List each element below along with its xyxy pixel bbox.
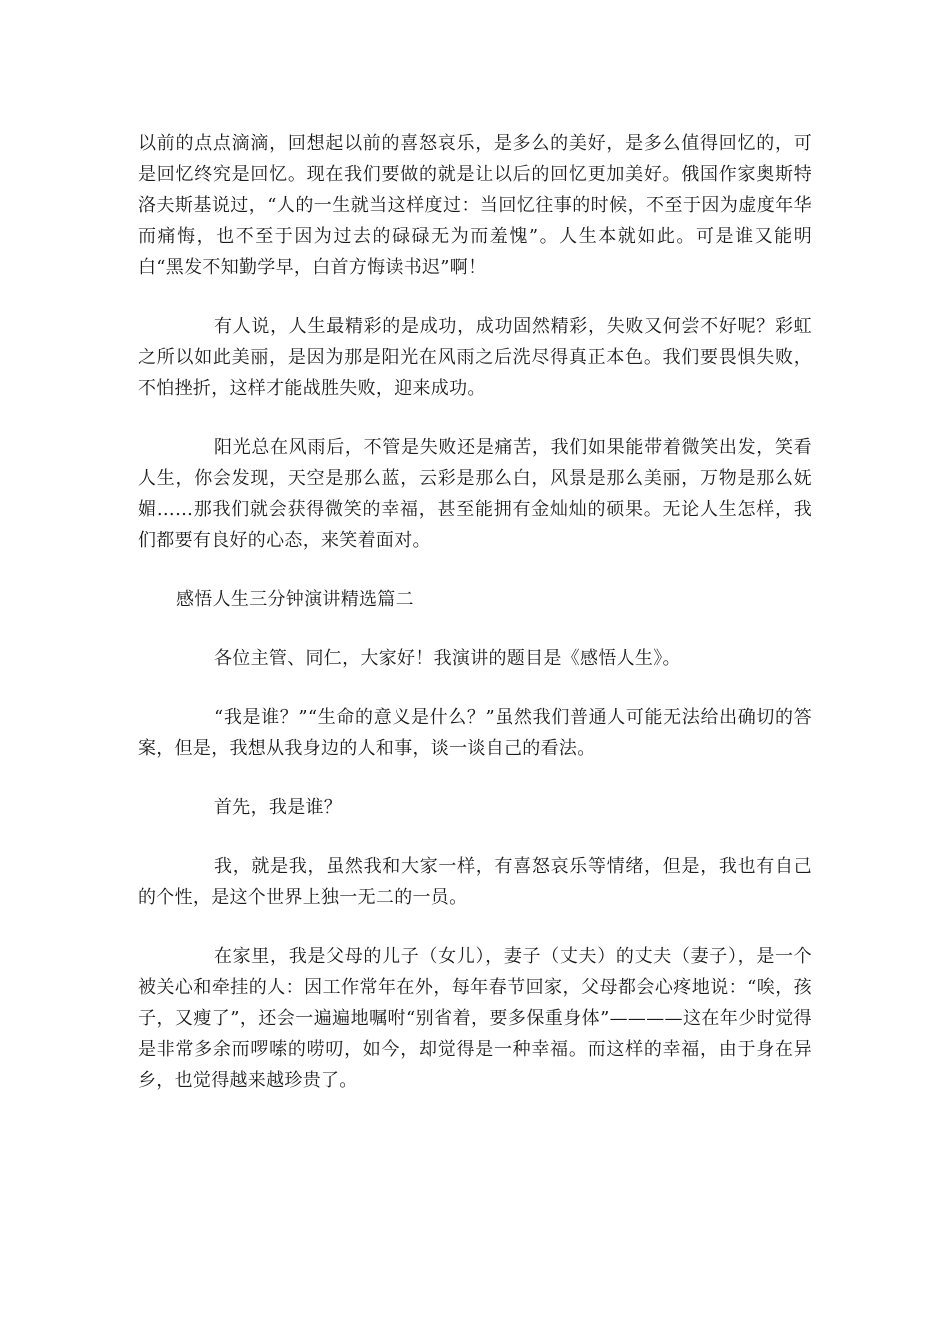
- paragraph-questions: “我是谁？”“生命的意义是什么？”虽然我们普通人可能无法给出确切的答案，但是，我想从我身边的人和事，谈一谈自己的看法。: [138, 707, 812, 759]
- paragraph-memories: 以前的点点滴滴，回想起以前的喜怒哀乐，是多么的美好，是多么值得回忆的，可是回忆终究是回忆。现在我们要做的就是让以后的回忆更加美好。俄国作家奥斯特洛夫斯基说过，“人的一生就当这样度过：当回忆往事的时候，不至于因为虚度年华而痛悔，也不至于因为过去的碌碌无为而羞愧”。人生本就如此。可是谁又能明白“黑发不知勤学早，白首方悔读书迟”啊！: [138, 133, 812, 278]
- section-heading: 感悟人生三分钟演讲精选篇二: [176, 589, 414, 610]
- paragraph-sunshine: 阳光总在风雨后，不管是失败还是痛苦，我们如果能带着微笑出发，笑看人生，你会发现，天空是那么蓝，云彩是那么白，风景是那么美丽，万物是那么妩媚……那我们就会获得微笑的幸福，甚至能拥有金灿灿的硕果。无论人生怎样，我们都要有良好的心态，来笑着面对。: [138, 437, 812, 551]
- document-body: [138, 128, 812, 1124]
- paragraph-who-am-i: 首先，我是谁？: [214, 797, 343, 818]
- paragraph-success-failure: 有人说，人生最精彩的是成功，成功固然精彩，失败又何尝不好呢？彩虹之所以如此美丽，是因为那是阳光在风雨之后洗尽得真正本色。我们要畏惧失败，不怕挫折，这样才能战胜失败，迎来成功。: [138, 316, 812, 399]
- paragraph-self: 我，就是我，虽然我和大家一样，有喜怒哀乐等情绪，但是，我也有自己的个性，是这个世界上独一无二的一员。: [138, 856, 812, 908]
- paragraph-greeting: 各位主管、同仁，大家好！我演讲的题目是《感悟人生》。: [214, 648, 681, 669]
- paragraph-family: 在家里，我是父母的儿子（女儿），妻子（丈夫）的丈夫（妻子），是一个被关心和牵挂的人：因工作常年在外，每年春节回家，父母都会心疼地说：“唉，孩子，又瘦了”，还会一遍遍地嘱咐“别省着，要多保重身体”————这在年少时觉得是非常多余而啰嗦的唠叨，如今，却觉得是一种幸福。而这样的幸福，由于身在异乡，也觉得越来越珍贵了。: [138, 946, 812, 1091]
